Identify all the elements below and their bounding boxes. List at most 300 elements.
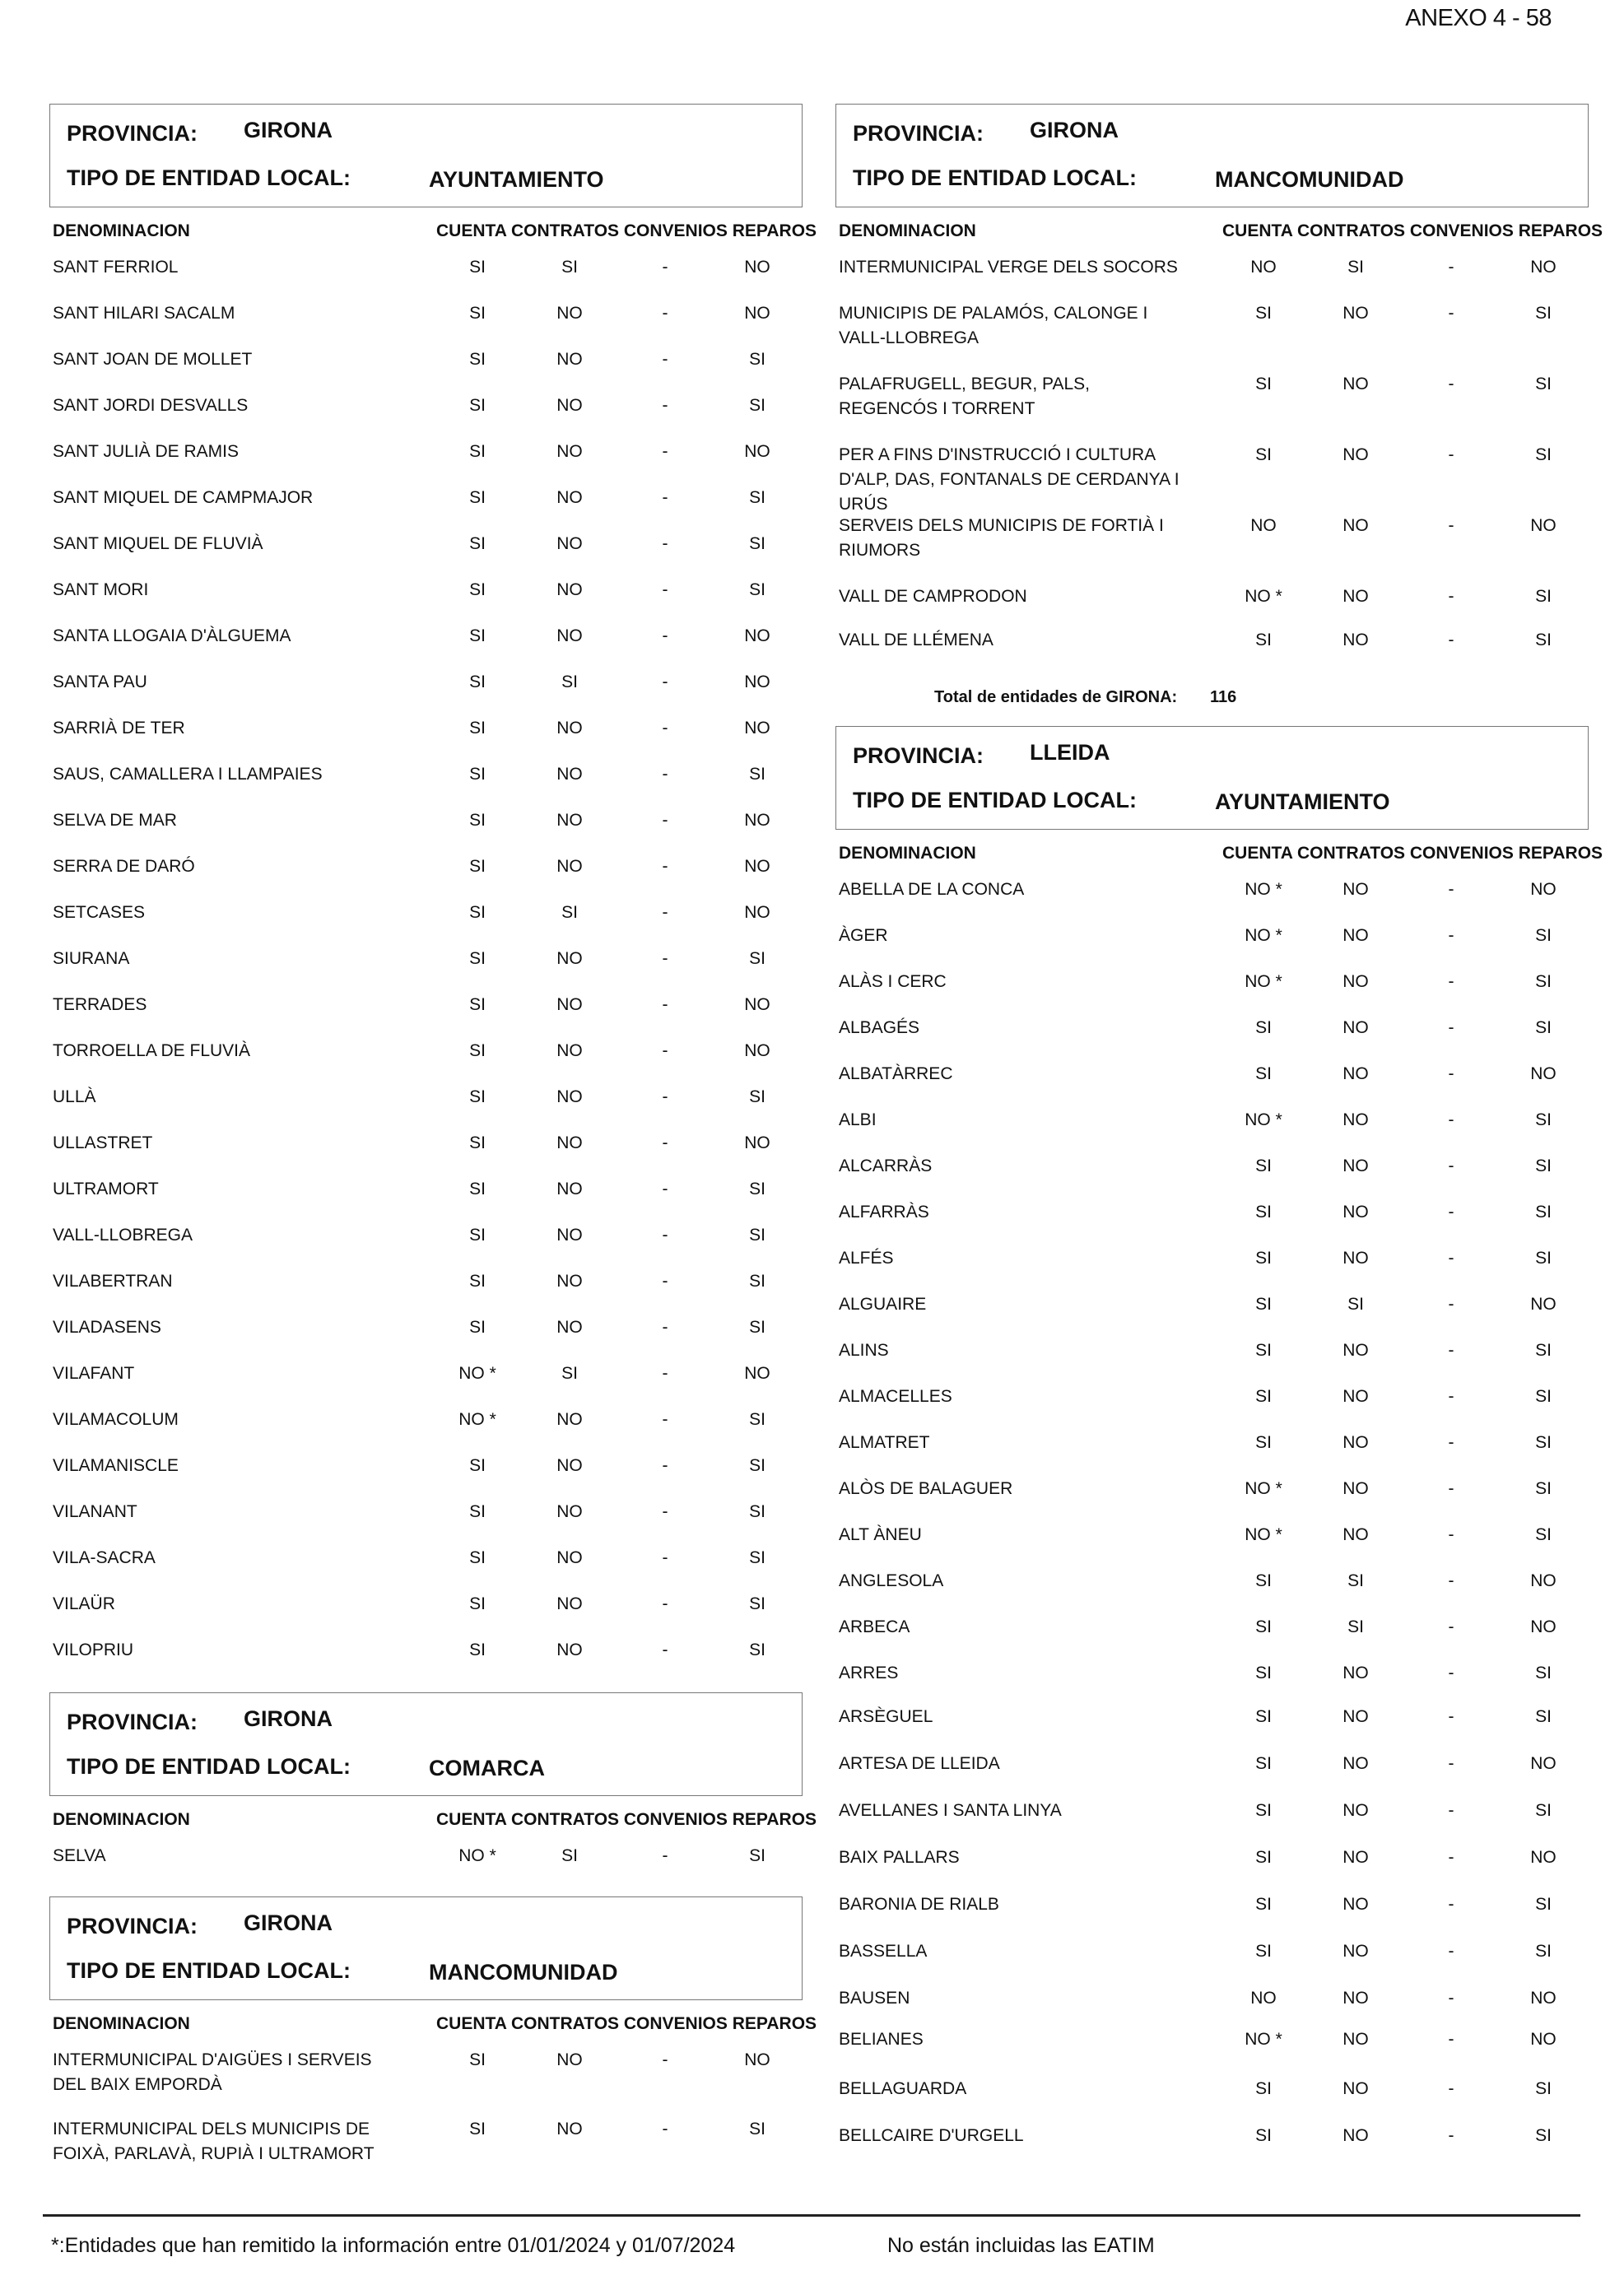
cuenta-cell: SI: [469, 903, 486, 922]
table-row: [49, 1592, 803, 1638]
footnote-left: *:Entidades que han remitido la información entre 01/01/2024 y 01/07/2024: [51, 2234, 736, 2257]
contratos-cell: NO: [1342, 1942, 1369, 1961]
province-value: GIRONA: [1030, 118, 1119, 142]
entity-name: SERRA DE DARÓ: [53, 857, 195, 876]
block-gap: [49, 1890, 803, 1896]
entity-name: ULLASTRET: [53, 1133, 153, 1152]
reparos-cell: SI: [1535, 1707, 1552, 1726]
cuenta-cell: SI: [469, 811, 486, 830]
reparos-cell: NO: [744, 857, 770, 876]
reparos-cell: SI: [749, 765, 765, 784]
reparos-cell: SI: [1535, 1156, 1552, 1175]
cuenta-cell: SI: [1255, 1433, 1272, 1452]
cuenta-cell: NO *: [1245, 587, 1282, 606]
entity-name: SANTA PAU: [53, 672, 147, 691]
convenios-cell: -: [662, 1502, 668, 1521]
convenios-cell: -: [1448, 258, 1454, 277]
convenios-cell: -: [1448, 1156, 1454, 1175]
table-row: [835, 372, 1589, 443]
convenios-cell: -: [662, 1640, 668, 1659]
entity-name: ALÒS DE BALAGUER: [839, 1479, 1013, 1498]
entity-name: BAUSEN: [839, 1989, 910, 2008]
table-row: [49, 1361, 803, 1408]
cuenta-cell: SI: [1255, 1387, 1272, 1406]
entity-type-row: [67, 165, 604, 192]
contratos-cell: NO: [1342, 1525, 1369, 1544]
reparos-cell: SI: [1535, 1895, 1552, 1914]
cuenta-cell: SI: [1255, 2079, 1272, 2098]
column-headers: CUENTA CONTRATOS CONVENIOS REPAROS: [436, 1810, 817, 1829]
cuenta-cell: SI: [469, 1502, 486, 1521]
entity-name: SIURANA: [53, 949, 130, 968]
entity-name: ULTRAMORT: [53, 1180, 159, 1198]
cuenta-cell: NO *: [1245, 972, 1282, 991]
reparos-cell: SI: [1535, 1942, 1552, 1961]
entity-name: ALMACELLES: [839, 1387, 952, 1406]
table-row: [835, 1062, 1589, 1108]
table-row: [835, 1845, 1589, 1892]
contratos-cell: NO: [1342, 587, 1369, 606]
contratos-cell: SI: [561, 903, 578, 922]
convenios-cell: -: [662, 1410, 668, 1429]
contratos-cell: NO: [1342, 1064, 1369, 1083]
entity-name: SELVA DE MAR: [53, 811, 177, 830]
table-header: [835, 207, 1603, 255]
entity-block: [49, 1896, 817, 2186]
table-row: [49, 1131, 803, 1177]
reparos-cell: SI: [749, 1410, 765, 1429]
table-row: [835, 1615, 1589, 1661]
cuenta-cell: NO *: [1245, 926, 1282, 945]
reparos-cell: SI: [749, 2120, 765, 2138]
table-row: [835, 2124, 1589, 2171]
contratos-cell: NO: [556, 396, 583, 415]
reparos-cell: SI: [1535, 1110, 1552, 1129]
entity-name: ALBAGÉS: [839, 1018, 920, 1037]
province-header-box: [49, 104, 803, 207]
convenios-cell: -: [1448, 1295, 1454, 1314]
contratos-cell: NO: [1342, 972, 1369, 991]
province-value: GIRONA: [244, 118, 333, 142]
convenios-cell: -: [1448, 631, 1454, 649]
cuenta-cell: SI: [1255, 304, 1272, 323]
table-header: [835, 830, 1603, 877]
entity-name: SANT MIQUEL DE CAMPMAJOR: [53, 488, 314, 507]
convenios-cell: -: [662, 1364, 668, 1383]
convenios-cell: -: [1448, 926, 1454, 945]
column-header-denominacion: DENOMINACION: [839, 844, 976, 863]
entity-name: SETCASES: [53, 903, 146, 922]
cuenta-cell: SI: [1255, 1754, 1272, 1773]
reparos-cell: SI: [1535, 972, 1552, 991]
contratos-cell: SI: [561, 1846, 578, 1865]
table-row: [49, 854, 803, 901]
entity-name: SAUS, CAMALLERA I LLAMPAIES: [53, 765, 323, 784]
cuenta-cell: SI: [1255, 1617, 1272, 1636]
convenios-cell: -: [662, 2120, 668, 2138]
convenios-cell: -: [662, 811, 668, 830]
cuenta-cell: NO: [1250, 516, 1277, 535]
entity-name: ARSÈGUEL: [839, 1707, 933, 1726]
table-row: [49, 486, 803, 532]
cuenta-cell: SI: [469, 719, 486, 738]
column-header-denominacion: DENOMINACION: [53, 221, 190, 240]
table-row: [835, 1939, 1589, 1986]
contratos-cell: NO: [556, 1594, 583, 1613]
contratos-cell: SI: [561, 672, 578, 691]
cuenta-cell: SI: [469, 580, 486, 599]
entity-type-value: AYUNTAMIENTO: [429, 167, 604, 192]
convenios-cell: -: [1448, 972, 1454, 991]
cuenta-cell: SI: [1255, 1895, 1272, 1914]
convenios-cell: -: [1448, 1064, 1454, 1083]
table-row: [49, 670, 803, 716]
convenios-cell: -: [1448, 1989, 1454, 2008]
entity-name: TERRADES: [53, 995, 147, 1014]
reparos-cell: NO: [744, 811, 770, 830]
entity-name: ALBATÀRREC: [839, 1064, 953, 1083]
convenios-cell: -: [1448, 880, 1454, 899]
convenios-cell: -: [662, 442, 668, 461]
table-row: [835, 584, 1589, 628]
total-label: Total de entidades de GIRONA:: [934, 688, 1178, 706]
cuenta-cell: SI: [469, 1272, 486, 1291]
convenios-cell: -: [1448, 304, 1454, 323]
reparos-cell: SI: [749, 396, 765, 415]
province-header-box: [835, 726, 1589, 830]
entity-name: ALCARRÀS: [839, 1156, 933, 1175]
contratos-cell: NO: [556, 1318, 583, 1337]
cuenta-cell: NO: [1250, 258, 1277, 277]
entity-type-value: COMARCA: [429, 1756, 545, 1780]
table-row: [49, 716, 803, 762]
reparos-cell: NO: [744, 995, 770, 1014]
entity-name: VILAMANISCLE: [53, 1456, 179, 1475]
convenios-cell: -: [662, 1318, 668, 1337]
entity-block: [49, 1692, 817, 1896]
contratos-cell: NO: [1342, 375, 1369, 393]
convenios-cell: -: [662, 1548, 668, 1567]
entity-block: [49, 104, 817, 1692]
convenios-cell: -: [662, 1226, 668, 1245]
province-row: [67, 1706, 333, 1735]
cuenta-cell: NO: [1250, 1989, 1277, 2008]
contratos-cell: SI: [1347, 1295, 1364, 1314]
entity-name: VILADASENS: [53, 1318, 161, 1337]
contratos-cell: SI: [1347, 258, 1364, 277]
province-row: [67, 118, 333, 147]
convenios-cell: -: [1448, 2030, 1454, 2049]
column-headers: CUENTA CONTRATOS CONVENIOS REPAROS: [1222, 844, 1603, 863]
contratos-cell: NO: [1342, 2126, 1369, 2145]
contratos-cell: NO: [1342, 445, 1369, 464]
entity-name: SANT JOAN DE MOLLET: [53, 350, 253, 369]
cuenta-cell: SI: [1255, 1249, 1272, 1268]
convenios-cell: -: [1448, 1433, 1454, 1452]
convenios-cell: -: [662, 949, 668, 968]
reparos-cell: SI: [749, 1318, 765, 1337]
reparos-cell: SI: [749, 534, 765, 553]
cuenta-cell: SI: [469, 857, 486, 876]
table-row: [49, 1223, 803, 1269]
reparos-cell: SI: [749, 580, 765, 599]
contratos-cell: NO: [556, 1226, 583, 1245]
entity-name: VALL DE LLÉMENA: [839, 631, 993, 649]
entity-block: [835, 726, 1603, 2171]
entity-type-label: TIPO DE ENTIDAD LOCAL:: [853, 788, 1137, 812]
total-row: [835, 672, 1589, 726]
convenios-cell: -: [662, 626, 668, 645]
cuenta-cell: SI: [469, 1180, 486, 1198]
table-row: [835, 1108, 1589, 1154]
reparos-cell: NO: [744, 672, 770, 691]
entity-name: TORROELLA DE FLUVIÀ: [53, 1041, 251, 1060]
contratos-cell: NO: [1342, 1433, 1369, 1452]
table-row: [49, 2048, 803, 2117]
cuenta-cell: SI: [1255, 375, 1272, 393]
reparos-cell: NO: [1530, 1989, 1557, 2008]
entity-name: SERVEIS DELS MUNICIPIS DE FORTIÀ I RIUMORS: [839, 516, 1164, 560]
reparos-cell: NO: [1530, 1064, 1557, 1083]
reparos-cell: NO: [1530, 1848, 1557, 1867]
reparos-cell: NO: [744, 1364, 770, 1383]
table-header: [49, 207, 817, 255]
entity-name: SANT JULIÀ DE RAMIS: [53, 442, 239, 461]
entity-type-row: [853, 788, 1390, 814]
contratos-cell: NO: [556, 626, 583, 645]
entity-name: ARTESA DE LLEIDA: [839, 1754, 1000, 1773]
entity-name: ALGUAIRE: [839, 1295, 927, 1314]
convenios-cell: -: [662, 1846, 668, 1865]
contratos-cell: NO: [1342, 1110, 1369, 1129]
contratos-cell: NO: [1342, 880, 1369, 899]
province-header-box: [835, 104, 1589, 207]
table-row: [835, 1384, 1589, 1431]
reparos-cell: NO: [744, 903, 770, 922]
table-row: [49, 947, 803, 993]
cuenta-cell: SI: [1255, 1064, 1272, 1083]
cuenta-cell: SI: [469, 488, 486, 507]
table-row: [835, 1892, 1589, 1939]
convenios-cell: -: [662, 580, 668, 599]
reparos-cell: SI: [1535, 1664, 1552, 1682]
contratos-cell: NO: [1342, 1895, 1369, 1914]
contratos-cell: NO: [1342, 631, 1369, 649]
province-row: [67, 1910, 333, 1939]
reparos-cell: SI: [1535, 631, 1552, 649]
cuenta-cell: SI: [1255, 1295, 1272, 1314]
table-row: [49, 255, 803, 301]
convenios-cell: -: [1448, 1571, 1454, 1590]
province-value: GIRONA: [244, 1706, 333, 1731]
table-row: [835, 628, 1589, 672]
table-row: [835, 1246, 1589, 1292]
contratos-cell: NO: [1342, 1754, 1369, 1773]
table-row: [835, 877, 1589, 924]
convenios-cell: -: [1448, 1018, 1454, 1037]
table-row: [49, 1039, 803, 1085]
convenios-cell: -: [1448, 375, 1454, 393]
entity-type-value: MANCOMUNIDAD: [1215, 167, 1404, 192]
table-row: [49, 1500, 803, 1546]
province-label: PROVINCIA:: [67, 1914, 198, 1938]
cuenta-cell: SI: [1255, 1664, 1272, 1682]
contratos-cell: NO: [556, 1548, 583, 1567]
contratos-cell: NO: [556, 1410, 583, 1429]
contratos-cell: NO: [1342, 1203, 1369, 1222]
convenios-cell: -: [1448, 1525, 1454, 1544]
contratos-cell: NO: [1342, 1249, 1369, 1268]
cuenta-cell: SI: [469, 304, 486, 323]
reparos-cell: NO: [1530, 1295, 1557, 1314]
table-row: [835, 443, 1589, 514]
convenios-cell: -: [1448, 1387, 1454, 1406]
contratos-cell: NO: [1342, 1479, 1369, 1498]
reparos-cell: NO: [1530, 880, 1557, 899]
convenios-cell: -: [1448, 1203, 1454, 1222]
cuenta-cell: SI: [469, 1226, 486, 1245]
reparos-cell: NO: [1530, 258, 1557, 277]
table-row: [49, 1269, 803, 1315]
entity-name: SANT MIQUEL DE FLUVIÀ: [53, 534, 263, 553]
cuenta-cell: NO *: [1245, 1525, 1282, 1544]
entity-name: BARONIA DE RIALB: [839, 1895, 999, 1914]
entity-type-value: AYUNTAMIENTO: [1215, 789, 1390, 814]
table-header: [49, 2000, 817, 2048]
reparos-cell: SI: [749, 1594, 765, 1613]
contratos-cell: NO: [1342, 1664, 1369, 1682]
table-row: [49, 1454, 803, 1500]
contratos-cell: NO: [556, 1133, 583, 1152]
contratos-cell: NO: [556, 2050, 583, 2069]
reparos-cell: NO: [744, 1041, 770, 1060]
left-column: [49, 104, 817, 2186]
table-row: [835, 2027, 1589, 2077]
cuenta-cell: SI: [1255, 1341, 1272, 1360]
contratos-cell: NO: [1342, 1018, 1369, 1037]
entity-type-label: TIPO DE ENTIDAD LOCAL:: [853, 165, 1137, 190]
entity-name: INTERMUNICIPAL DELS MUNICIPIS DE FOIXÀ, PARLAVÀ, RUPIÀ I ULTRAMORT: [53, 2120, 375, 2163]
province-header-box: [49, 1896, 803, 2000]
cuenta-cell: SI: [469, 1041, 486, 1060]
entity-name: VILAFANT: [53, 1364, 135, 1383]
reparos-cell: SI: [1535, 1249, 1552, 1268]
table-row: [835, 1705, 1589, 1752]
table-row: [49, 347, 803, 393]
contratos-cell: NO: [556, 857, 583, 876]
contratos-cell: NO: [1342, 516, 1369, 535]
table-row: [835, 1200, 1589, 1246]
cuenta-cell: SI: [1255, 1942, 1272, 1961]
reparos-cell: SI: [1535, 1801, 1552, 1820]
contratos-cell: NO: [556, 534, 583, 553]
entity-name: SANT JORDI DESVALLS: [53, 396, 249, 415]
entity-name: ALÀS I CERC: [839, 972, 947, 991]
table-row: [49, 993, 803, 1039]
cuenta-cell: SI: [469, 1548, 486, 1567]
convenios-cell: -: [1448, 1664, 1454, 1682]
table-row: [835, 1154, 1589, 1200]
table-row: [835, 1986, 1589, 2027]
table-row: [835, 924, 1589, 970]
cuenta-cell: SI: [469, 1640, 486, 1659]
table-row: [49, 1638, 803, 1684]
entity-name: ALBI: [839, 1110, 877, 1129]
entity-name: BELLCAIRE D'URGELL: [839, 2126, 1024, 2145]
cuenta-cell: NO *: [458, 1410, 496, 1429]
block-gap: [49, 1684, 803, 1692]
entity-name: PER A FINS D'INSTRUCCIÓ I CULTURA D'ALP, DAS, FONTANALS DE CERDANYA I URÚS: [839, 445, 1180, 514]
contratos-cell: NO: [556, 488, 583, 507]
reparos-cell: SI: [749, 1226, 765, 1245]
table-row: [835, 1016, 1589, 1062]
reparos-cell: SI: [749, 1087, 765, 1106]
total-value: 116: [1210, 688, 1237, 706]
contratos-cell: NO: [556, 350, 583, 369]
reparos-cell: NO: [744, 719, 770, 738]
cuenta-cell: SI: [469, 258, 486, 277]
entity-name: ALINS: [839, 1341, 889, 1360]
convenios-cell: -: [662, 534, 668, 553]
cuenta-cell: SI: [469, 1318, 486, 1337]
cuenta-cell: SI: [469, 442, 486, 461]
table-row: [49, 1546, 803, 1592]
entity-name: AVELLANES I SANTA LINYA: [839, 1801, 1062, 1820]
entity-name: PALAFRUGELL, BEGUR, PALS, REGENCÓS I TORRENT: [839, 375, 1090, 418]
cuenta-cell: SI: [469, 2050, 486, 2069]
contratos-cell: SI: [1347, 1617, 1364, 1636]
cuenta-cell: SI: [1255, 1203, 1272, 1222]
entity-name: ALT ÀNEU: [839, 1525, 922, 1544]
entity-name: BAIX PALLARS: [839, 1848, 960, 1867]
convenios-cell: -: [1448, 1848, 1454, 1867]
column-header-denominacion: DENOMINACION: [839, 221, 976, 240]
cuenta-cell: NO *: [1245, 1110, 1282, 1129]
contratos-cell: NO: [556, 442, 583, 461]
province-row: [853, 740, 1110, 769]
contratos-cell: NO: [1342, 1341, 1369, 1360]
province-value: LLEIDA: [1030, 740, 1110, 765]
cuenta-cell: SI: [469, 1087, 486, 1106]
reparos-cell: SI: [1535, 1018, 1552, 1037]
table-row: [835, 1338, 1589, 1384]
province-label: PROVINCIA:: [67, 121, 198, 146]
table-row: [49, 901, 803, 947]
cuenta-cell: SI: [1255, 1707, 1272, 1726]
column-header-denominacion: DENOMINACION: [53, 2014, 190, 2033]
convenios-cell: -: [1448, 587, 1454, 606]
cuenta-cell: NO *: [1245, 2030, 1282, 2049]
cuenta-cell: SI: [469, 626, 486, 645]
cuenta-cell: NO *: [458, 1846, 496, 1865]
entity-name: SANT MORI: [53, 580, 149, 599]
table-row: [835, 2077, 1589, 2124]
contratos-cell: NO: [556, 1087, 583, 1106]
contratos-cell: SI: [561, 258, 578, 277]
reparos-cell: NO: [744, 1133, 770, 1152]
convenios-cell: -: [662, 396, 668, 415]
page-reference: ANEXO 4 - 58: [1405, 5, 1552, 31]
contratos-cell: NO: [556, 1272, 583, 1291]
cuenta-cell: SI: [469, 1456, 486, 1475]
cuenta-cell: NO *: [458, 1364, 496, 1383]
entity-name: BELIANES: [839, 2030, 924, 2049]
table-row: [835, 1477, 1589, 1523]
contratos-cell: NO: [1342, 1989, 1369, 2008]
province-label: PROVINCIA:: [853, 743, 984, 768]
convenios-cell: -: [1448, 516, 1454, 535]
contratos-cell: NO: [556, 1640, 583, 1659]
